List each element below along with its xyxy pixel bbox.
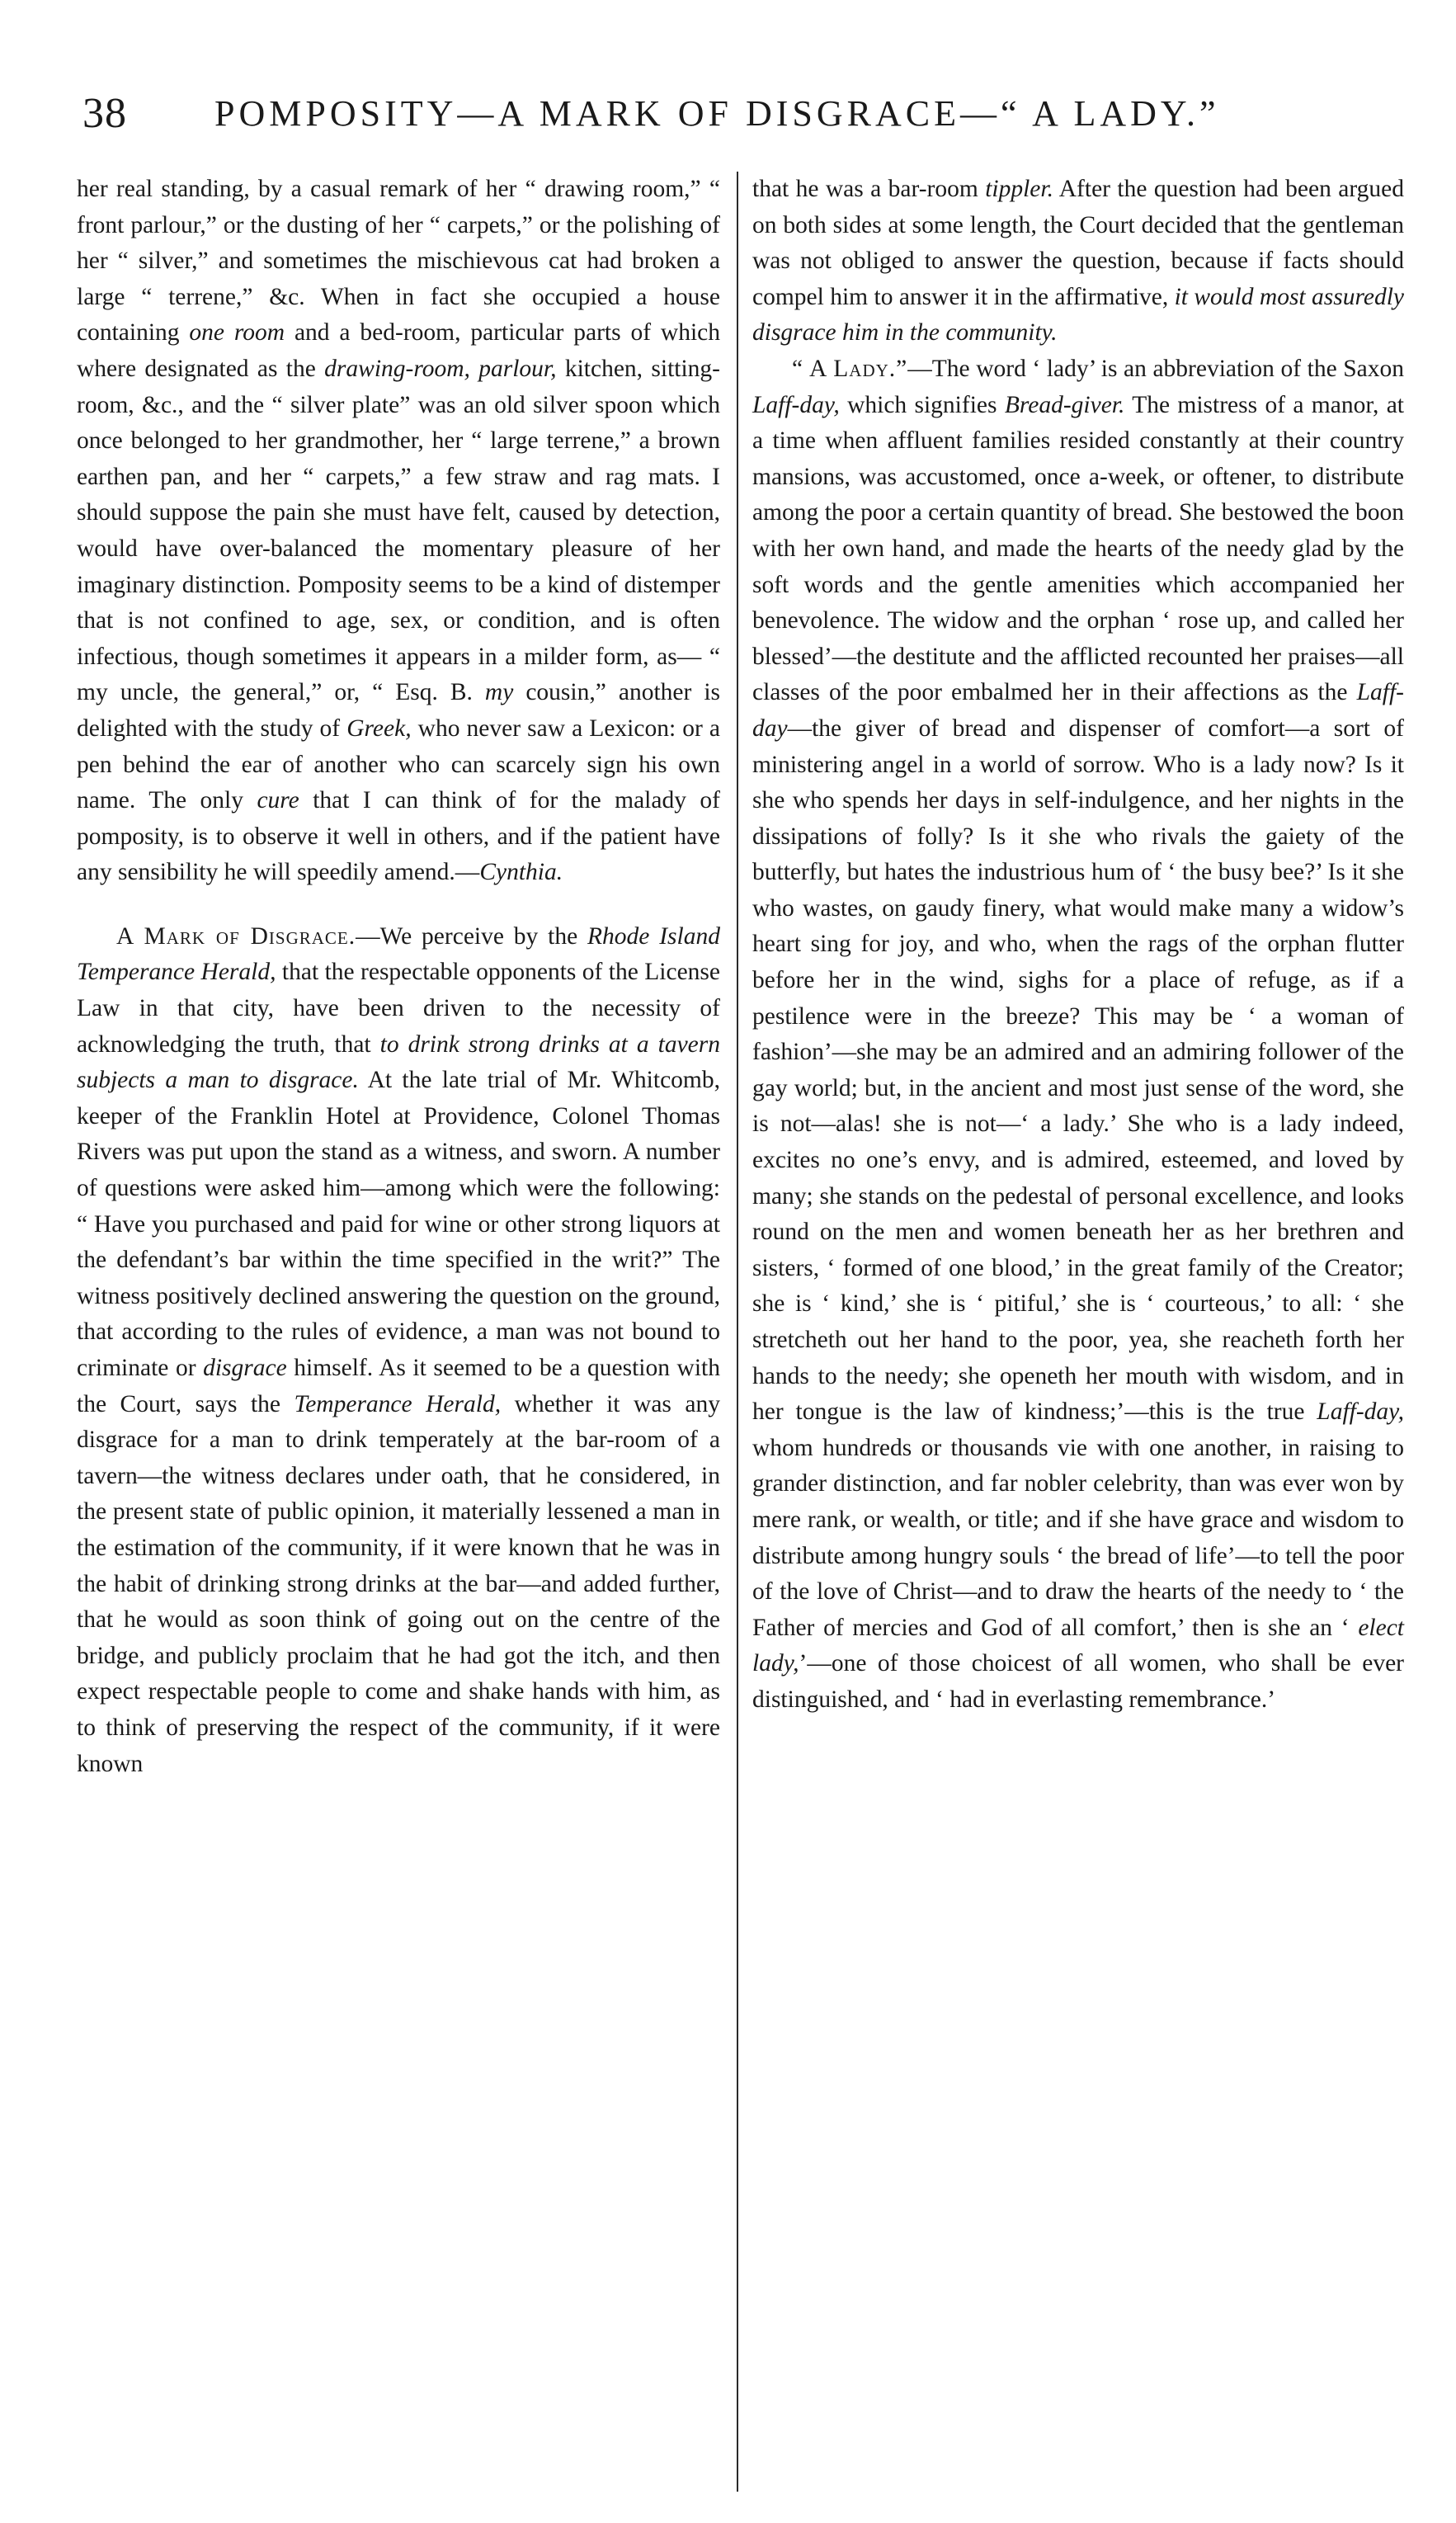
author-signature: Cynthia. [479,859,563,886]
column-divider [737,172,738,2492]
running-title: POMPOSITY—A MARK OF DISGRACE—“ A LADY.” [214,93,1220,134]
left-column [77,172,720,1782]
paragraph-disgrace-continuation: that he was a bar-room tippler. After the question had been argued on both sides at some length, the Court decided that the gentleman was not obliged to answer the question, because if facts should compel him to answer it in the affirmative, it would most assuredly disgrace him in the community. [752,176,1404,347]
paragraph-pomposity-continuation: her real standing, by a casual remark of her “ drawing room,” “ front parlour,” or the dusting of her “ carpets,” or the polishing of her “ silver,” and sometimes the mischievous cat had broken a large “ terrene,” &c. When in fact she occupied a house containing one room and a bed-room, particular parts of which where designated as the drawing-room, parlour, kitchen, sitting-room, &c., and the “ silver plate” was an old silver spoon which once belonged to her grandmother, her “ large terrene,” a brown earthen pan, and her “ carpets,” a few straw and rag mats. I should suppose the pain she must have felt, caused by detection, would have over-balanced the momentary pleasure of her imaginary distinction. Pomposity seems to be a kind of distemper that is not confined to age, sex, or condition, and is often infectious, though sometimes it appears in a milder form, as— “ my uncle, the general,” or, “ Esq. B. my cousin,” another is delighted with the study of Greek, who never saw a Lexicon: or a pen behind the ear of another who can scarcely sign his own name. The only cure that I can think of for the malady of pomposity, is to observe it well in others, and if the patient have any sensibility he will speedily amend.—Cynthia. [77,176,720,886]
paragraph-mark-of-disgrace: A Mark of Disgrace.—We perceive by the Rhode Island Temperance Herald, that the respectable opponents of the License Law in that city, have been driven to the necessity of acknowledging the truth, that to drink strong drinks at a tavern subjects a man to disgrace. At the late trial of Mr. Whitcomb, keeper of the Franklin Hotel at Providence, Colonel Thomas Rivers was put upon the stand as a witness, and sworn. A number of questions were asked him—among which were the following: “ Have you purchased and paid for wine or other strong liquors at the defendant’s bar within the time specified in the writ?” The witness positively declined answering the question on the ground, that according to the rules of evidence, a man was not bound to criminate or disgrace himself. As it seemed to be a question with the Court, says the Temperance Herald, whether it was any disgrace for a man to drink temperately at the bar-room of a tavern—the witness declares under oath, that he considered, in the present state of public opinion, it materially lessened a man in the estimation of the community, if it were known that he was in the habit of drinking strong drinks at the bar—and added further, that he would as soon think of going out on the centre of the bridge, and publicly proclaim that he had got the itch, and then expect respectable people to come and shake hands with him, as to think of preserving the respect of the community, if it were known [77,922,720,1777]
section-heading-a-lady: “ A Lady.” [792,355,908,382]
paragraph-a-lady: “ A Lady.”—The word ‘ lady’ is an abbreviation of the Saxon Laff-day, which signifies Bread-giver. The mistress of a manor, at a time when affluent families resided constantly at their country mansions, was accustomed, once a-week, or oftener, to distribute among the poor a certain quantity of bread. She bestowed the boon with her own hand, and made the hearts of the needy glad by the soft words and the gentle amenities which accompanied her benevolence. The widow and the orphan ‘ rose up, and called her blessed’—the destitute and the afflicted recounted her praises—all classes of the poor embalmed her in their affections as the Laff-day—the giver of bread and dispenser of comfort—a sort of ministering angel in a world of sorrow. Who is a lady now? Is it she who spends her days in self-indulgence, and her nights in the dissipations of folly? Is it she who rivals the gaiety of the butterfly, but hates the industrious hum of ‘ the busy bee?’ Is it she who wastes, on gaudy finery, what would make many a widow’s heart sing for joy, and who, when the rags of the orphan flutter before her in the wind, sighs for a place of refuge, as if a pestilence were in the breeze? This may be ‘ a woman of fashion’—she may be an admired and an admiring follower of the gay world; but, in the ancient and most just sense of the word, she is not—alas! she is not—‘ a lady.’ She who is a lady indeed, excites no one’s envy, and is admired, esteemed, and loved by many; she stands on the pedestal of personal excellence, and looks round on the men and women beneath her as her brethren and sisters, ‘ formed of one blood,’ in the great family of the Creator; she is ‘ kind,’ she is ‘ pitiful,’ she is ‘ courteous,’ to all: ‘ she stretcheth out her hand to the poor, yea, she reacheth forth her hands to the needy; she openeth her mouth with wisdom, and in her tongue is the law of kindness;’—this is the true Laff-day, whom hundreds or thousands vie with one another, in raising to grander distinction, and far nobler celebrity, than was ever won by mere rank, or wealth, or title; and if she have grace and wisdom to distribute among hungry souls ‘ the bread of life’—to tell the poor of the love of Christ—and to draw the hearts of the needy to ‘ the Father of mercies and God of all comfort,’ then is she an ‘ elect lady,’—one of those choicest of all women, who shall be ever distinguished, and ‘ had in everlasting remembrance.’ [752,355,1404,1713]
page-number: 38 [82,90,127,137]
section-heading-mark-of-disgrace: A Mark of Disgrace. [116,922,356,950]
page-header [74,89,1419,142]
right-column [752,172,1404,1719]
